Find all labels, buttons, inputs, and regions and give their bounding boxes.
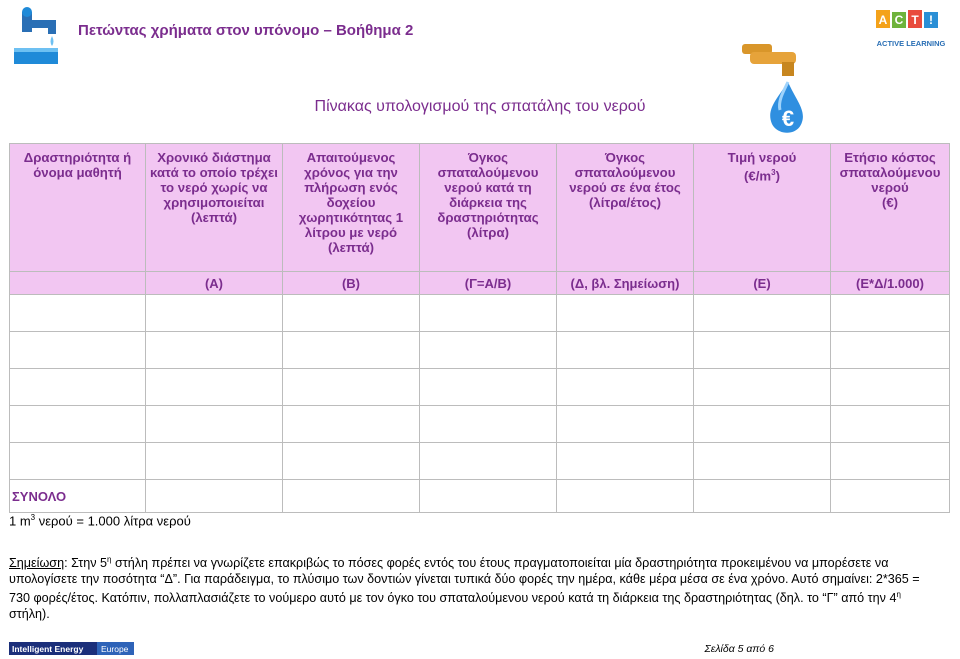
- table-cell[interactable]: [420, 443, 557, 480]
- table-cell[interactable]: [146, 295, 283, 332]
- header-time-running: Χρονικό διάστημα κατά το οποίο τρέχει το νερό χωρίς να χρησιμοποιείται (λεπτά): [146, 144, 283, 272]
- table-cell[interactable]: [831, 443, 950, 480]
- header-annual-cost-unit: (€): [881, 195, 899, 210]
- table-cell[interactable]: [694, 369, 831, 406]
- header-fill-time: Απαιτούμενος χρόνος για την πλήρωση ενός δοχείου χωρητικότητας 1 λίτρου με νερό (λεπτά): [283, 144, 420, 272]
- table-cell[interactable]: [694, 443, 831, 480]
- page-number: Σελίδα 5 από 6: [704, 643, 774, 655]
- table-cell[interactable]: [146, 369, 283, 406]
- table-row: [10, 295, 950, 332]
- svg-text:€: €: [781, 106, 795, 131]
- table-row: [10, 443, 950, 480]
- header-annual-cost-label: Ετήσιο κόστος σπαταλούμενου νερού: [839, 150, 941, 195]
- table-cell[interactable]: [146, 332, 283, 369]
- active-learning-logo: [870, 8, 952, 52]
- total-row: [10, 480, 950, 513]
- svg-text:Europe: Europe: [101, 644, 129, 654]
- header-water-price-unit: $(€/m^3)$: [744, 168, 780, 184]
- column-label: (Α): [146, 272, 283, 295]
- header-activity: Δραστηριότητα ή όνομα μαθητή: [10, 144, 146, 272]
- table-cell[interactable]: [420, 406, 557, 443]
- table-cell[interactable]: [557, 332, 694, 369]
- table-cell[interactable]: [10, 406, 146, 443]
- table-cell[interactable]: [831, 295, 950, 332]
- column-label: (Ε): [694, 272, 831, 295]
- table-cell[interactable]: [831, 406, 950, 443]
- column-label-row: [10, 272, 950, 295]
- header-water-price-label: Τιμή νερού: [727, 150, 797, 165]
- table-cell[interactable]: [557, 443, 694, 480]
- table-cell[interactable]: [420, 295, 557, 332]
- table-cell[interactable]: [694, 406, 831, 443]
- svg-text:T: T: [911, 13, 919, 27]
- header-volume-year: Όγκος σπαταλούμενου νερού σε ένα έτος (λίτρα/έτος): [557, 144, 694, 272]
- table-row: [10, 406, 950, 443]
- header-volume-activity: Όγκος σπαταλούμενου νερού κατά τη διάρκεια της δραστηριότητας (λίτρα): [420, 144, 557, 272]
- column-label: (Δ, βλ. Σημείωση): [557, 272, 694, 295]
- table-cell[interactable]: [283, 295, 420, 332]
- active-learning-logo-text: ACTIVE LEARNING: [876, 39, 946, 48]
- table-cell[interactable]: [283, 332, 420, 369]
- table-cell[interactable]: [420, 369, 557, 406]
- svg-text:!: !: [929, 13, 933, 27]
- column-label: (Ε*Δ/1.000): [831, 272, 950, 295]
- column-label: (Γ=Α/Β): [420, 272, 557, 295]
- header-water-price: [694, 144, 831, 272]
- svg-text:A: A: [878, 13, 888, 27]
- svg-text:Intelligent Energy: Intelligent Energy: [12, 644, 84, 654]
- table-row: [10, 332, 950, 369]
- table-row: [10, 369, 950, 406]
- table-cell[interactable]: [283, 443, 420, 480]
- note-label: Σημείωση: [9, 556, 65, 571]
- note-paragraph: Σημείωση: Στην $5^\eta$ στήλη πρέπει να γνωρίζετε επακριβώς το πόσες φορές εντός του έτους πραγματοποιείται μία δραστηριότητα προκειμένου να μπορέσετε να υπολογίσετε την ποσότητα “Δ”. Για παράδειγμα, το πλύσιμο των δοντιών γίνεται τυπικά δύο φορές την ημέρα, κάθε μέρα μέσα σε ένα χρόνο. Αυτό σημαίνει: 2*365 = 730 φορές/έτος. Κατόπιν, πολλαπλασιάζετε το νούμερο αυτό με τον όγκο του σπαταλούμενου νερού κατά τη διάρκεια της δραστηριότητας (δηλ. το “Γ” από την $4^\eta$ στήλη).: [9, 555, 920, 622]
- water-waste-table: [9, 143, 950, 513]
- faucet-euro-drop-icon: [736, 42, 806, 138]
- table-cell[interactable]: [146, 406, 283, 443]
- svg-text:C: C: [894, 13, 904, 27]
- total-label: ΣΥΝΟΛΟ: [10, 480, 146, 513]
- table-cell[interactable]: [557, 406, 694, 443]
- table-header-row: [10, 144, 950, 272]
- table-cell[interactable]: [283, 369, 420, 406]
- table-cell[interactable]: [10, 443, 146, 480]
- header-annual-cost: [831, 144, 950, 272]
- table-cell[interactable]: [694, 332, 831, 369]
- column-label: [10, 272, 146, 295]
- table-cell[interactable]: [831, 369, 950, 406]
- total-cost-cell[interactable]: [831, 480, 950, 513]
- table-cell[interactable]: [557, 369, 694, 406]
- table-cell[interactable]: [283, 406, 420, 443]
- table-cell[interactable]: [10, 332, 146, 369]
- conversion-note: 1 $m^3$ νερού = 1.000 λίτρα νερού: [9, 513, 191, 529]
- table-cell[interactable]: [146, 443, 283, 480]
- table-cell[interactable]: [420, 332, 557, 369]
- table-cell[interactable]: [10, 295, 146, 332]
- intelligent-energy-europe-logo: [9, 642, 134, 655]
- table-cell[interactable]: [831, 332, 950, 369]
- tap-water-icon: [8, 6, 68, 66]
- document-title: Πετώντας χρήματα στον υπόνομο – Βοήθημα 2: [78, 22, 414, 39]
- table-cell[interactable]: [10, 369, 146, 406]
- table-title: Πίνακας υπολογισμού της σπατάλης του νερού: [314, 98, 646, 115]
- column-label: (Β): [283, 272, 420, 295]
- table-cell[interactable]: [557, 295, 694, 332]
- table-cell[interactable]: [694, 295, 831, 332]
